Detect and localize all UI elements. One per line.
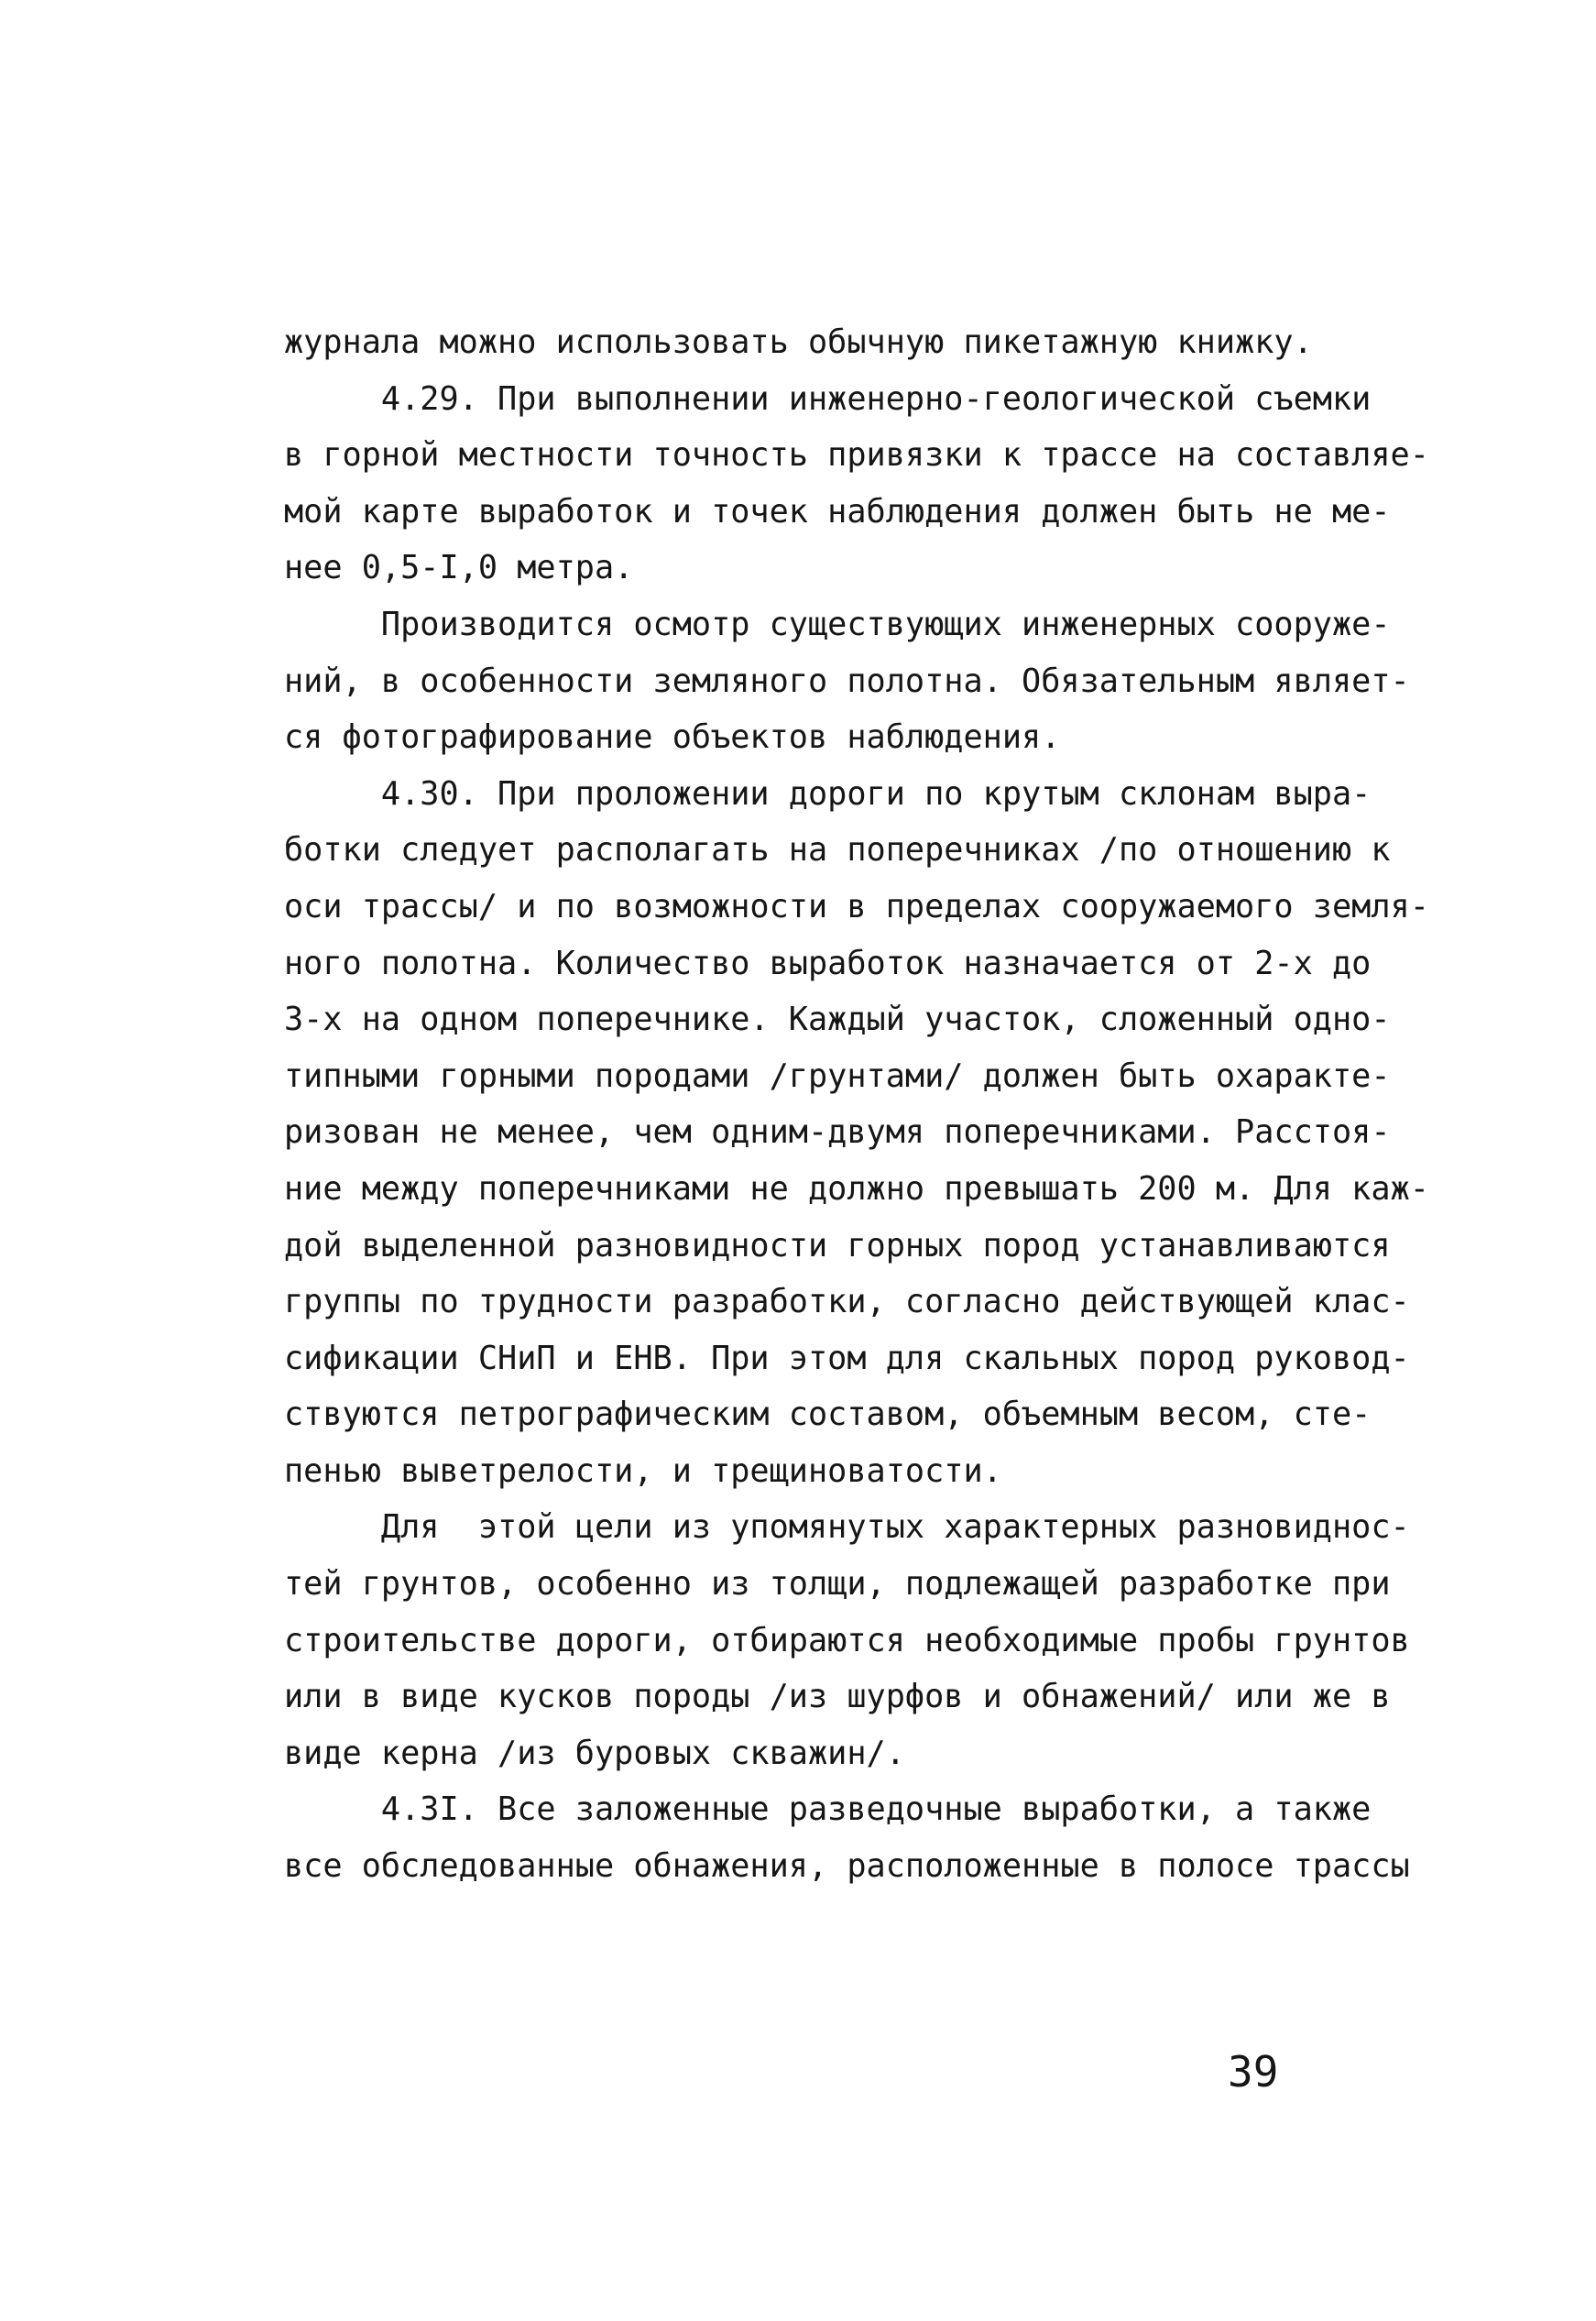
text-line: 4.30. При проложении дороги по крутым склонам выра- [284,774,1372,813]
page-number: 39 [1228,2047,1279,2097]
text-line: или в виде кусков породы /из шурфов и обнажений/ или же в [284,1678,1391,1716]
body-text [284,314,1429,1895]
text-line: в горной местности точность привязки к трассе на составляе- [284,436,1429,475]
text-line: оси трассы/ и по возможности в пределах сооружаемого земля- [284,887,1429,925]
text-line: Для этой цели из упомянутых характерных разновиднос- [284,1508,1410,1547]
text-line: дой выделенной разновидности горных пород устанавливаются [284,1226,1391,1265]
text-line: 4.3I. Все заложенные разведочные выработки, а также [284,1790,1372,1829]
text-line: сификации СНиП и ЕНВ. При этом для скальных пород руковод- [284,1339,1410,1377]
text-line: строительстве дороги, отбираются необходимые пробы грунтов [284,1621,1410,1659]
text-line: ний, в особенности земляного полотна. Обязательным являет- [284,662,1410,700]
text-line: нее 0,5-I,0 метра. [284,549,634,587]
text-line: ного полотна. Количество выработок назначается от 2-х до [284,944,1372,982]
text-line: ся фотографирование объектов наблюдения. [284,718,1061,757]
text-line: 3-х на одном поперечнике. Каждый участок, сложенный одно- [284,1001,1391,1039]
text-line: мой карте выработок и точек наблюдения должен быть не ме- [284,492,1391,531]
text-line: ботки следует располагать на поперечниках /по отношению к [284,831,1391,870]
text-line: группы по трудности разработки, согласно действующей клас- [284,1283,1410,1321]
text-line: все обследованные обнажения, расположенные в полосе трассы [284,1847,1410,1886]
text-line: ние между поперечниками не должно превышать 200 м. Для каж- [284,1169,1429,1208]
text-line: ризован не менее, чем одним-двумя поперечниками. Расстоя- [284,1113,1391,1152]
text-line: 4.29. При выполнении инженерно-геологической съемки [284,379,1372,418]
text-line: Производится осмотр существующих инженерных сооруже- [284,605,1391,643]
text-line: типными горными породами /грунтами/ должен быть охаракте- [284,1056,1391,1095]
text-line: пенью выветрелости, и трещиноватости. [284,1451,1002,1490]
text-line: журнала можно использовать обычную пикетажную книжку. [284,323,1313,361]
text-line: ствуются петрографическим составом, объемным весом, сте- [284,1396,1372,1434]
text-line: тей грунтов, особенно из толщи, подлежащей разработке при [284,1565,1391,1604]
text-line: виде керна /из буровых скважин/. [284,1734,905,1772]
